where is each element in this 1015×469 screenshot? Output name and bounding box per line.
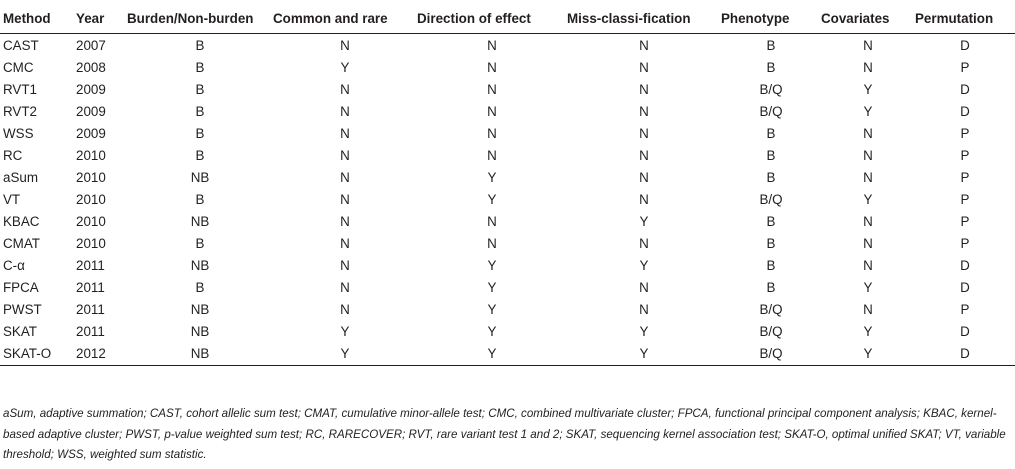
cell-burden: B bbox=[195, 37, 205, 53]
cell-misclassification: N bbox=[639, 81, 649, 97]
cell-method: PWST bbox=[3, 301, 42, 317]
table-row bbox=[0, 232, 1015, 254]
cell-year: 2011 bbox=[76, 301, 105, 317]
cell-direction: Y bbox=[487, 346, 497, 361]
cell-covariates: N bbox=[863, 257, 873, 273]
cell-burden: B bbox=[195, 103, 205, 119]
table-row bbox=[0, 276, 1015, 298]
cell-year: 2009 bbox=[76, 81, 106, 97]
cell-phenotype: B bbox=[766, 279, 776, 295]
cell-burden: B bbox=[195, 147, 205, 163]
cell-covariates: N bbox=[863, 169, 873, 185]
cell-permutation: P bbox=[960, 169, 970, 185]
cell-permutation: P bbox=[960, 125, 970, 141]
cell-phenotype: B/Q bbox=[759, 191, 783, 207]
cell-burden: B bbox=[195, 125, 205, 141]
cell-phenotype: B/Q bbox=[759, 323, 783, 339]
cell-direction: Y bbox=[487, 257, 497, 273]
table-row bbox=[0, 122, 1015, 144]
header-phenotype: Phenotype bbox=[721, 10, 790, 26]
cell-phenotype: B/Q bbox=[759, 346, 783, 361]
cell-phenotype: B/Q bbox=[759, 103, 783, 119]
cell-permutation: P bbox=[960, 147, 970, 163]
cell-misclassification: Y bbox=[639, 346, 649, 361]
cell-direction: N bbox=[487, 235, 497, 251]
header-common-rare: Common and rare bbox=[273, 10, 388, 26]
cell-method: WSS bbox=[3, 125, 34, 141]
cell-phenotype: B bbox=[766, 59, 776, 75]
cell-covariates: N bbox=[863, 37, 873, 53]
cell-common-rare: N bbox=[340, 81, 350, 97]
cell-covariates: Y bbox=[863, 103, 873, 119]
cell-covariates: N bbox=[863, 125, 873, 141]
cell-permutation: D bbox=[960, 279, 970, 295]
cell-misclassification: Y bbox=[639, 323, 649, 339]
cell-direction: N bbox=[487, 37, 497, 53]
cell-permutation: D bbox=[960, 346, 970, 361]
cell-year: 2010 bbox=[76, 147, 106, 163]
cell-covariates: N bbox=[863, 235, 873, 251]
header-year: Year bbox=[76, 10, 105, 26]
table-row bbox=[0, 254, 1015, 276]
cell-direction: Y bbox=[487, 279, 497, 295]
table-row bbox=[0, 342, 1015, 366]
cell-misclassification: Y bbox=[639, 213, 649, 229]
cell-phenotype: B bbox=[766, 169, 776, 185]
table-row bbox=[0, 166, 1015, 188]
table-row bbox=[0, 320, 1015, 342]
table-row bbox=[0, 100, 1015, 122]
cell-method: FPCA bbox=[3, 279, 39, 295]
cell-common-rare: N bbox=[340, 169, 350, 185]
header-row bbox=[0, 3, 1015, 34]
cell-burden: NB bbox=[190, 169, 210, 185]
cell-method: CMC bbox=[3, 59, 34, 75]
table-row bbox=[0, 144, 1015, 166]
cell-phenotype: B bbox=[766, 125, 776, 141]
cell-burden: B bbox=[195, 235, 205, 251]
cell-phenotype: B/Q bbox=[759, 81, 783, 97]
cell-phenotype: B bbox=[766, 37, 776, 53]
cell-common-rare: N bbox=[340, 147, 350, 163]
cell-common-rare: Y bbox=[340, 59, 350, 75]
cell-common-rare: N bbox=[340, 213, 350, 229]
cell-burden: NB bbox=[190, 301, 210, 317]
cell-misclassification: Y bbox=[639, 257, 649, 273]
cell-direction: N bbox=[487, 213, 497, 229]
table-row bbox=[0, 188, 1015, 210]
cell-direction: Y bbox=[487, 191, 497, 207]
table-row bbox=[0, 298, 1015, 320]
cell-common-rare: N bbox=[340, 279, 350, 295]
cell-covariates: N bbox=[863, 59, 873, 75]
cell-method: RC bbox=[3, 147, 23, 163]
cell-common-rare: N bbox=[340, 37, 350, 53]
table-row bbox=[0, 210, 1015, 232]
cell-permutation: D bbox=[960, 257, 970, 273]
cell-permutation: D bbox=[960, 323, 970, 339]
cell-common-rare: N bbox=[340, 125, 350, 141]
cell-year: 2007 bbox=[76, 37, 106, 53]
header-covariates: Covariates bbox=[821, 10, 890, 26]
cell-method: RVT2 bbox=[3, 103, 37, 119]
cell-year: 2010 bbox=[76, 191, 106, 207]
header-burden: Burden/Non-burden bbox=[127, 10, 254, 26]
cell-permutation: D bbox=[960, 103, 970, 119]
cell-permutation: P bbox=[960, 213, 970, 229]
header-direction: Direction of effect bbox=[417, 10, 531, 26]
methods-table bbox=[0, 3, 1015, 366]
cell-method: RVT1 bbox=[3, 81, 37, 97]
cell-misclassification: N bbox=[639, 147, 649, 163]
cell-phenotype: B bbox=[766, 213, 776, 229]
cell-covariates: N bbox=[863, 301, 873, 317]
cell-direction: N bbox=[487, 59, 497, 75]
cell-year: 2011 bbox=[76, 323, 105, 339]
cell-method: CMAT bbox=[3, 235, 40, 251]
cell-direction: Y bbox=[487, 169, 497, 185]
cell-phenotype: B bbox=[766, 147, 776, 163]
cell-phenotype: B/Q bbox=[759, 301, 783, 317]
cell-permutation: P bbox=[960, 301, 970, 317]
cell-method: C-α bbox=[3, 257, 25, 273]
cell-covariates: N bbox=[863, 213, 873, 229]
cell-direction: N bbox=[487, 103, 497, 119]
table-body bbox=[0, 34, 1015, 366]
cell-permutation: D bbox=[960, 81, 970, 97]
cell-misclassification: N bbox=[639, 279, 649, 295]
cell-covariates: Y bbox=[863, 323, 873, 339]
cell-covariates: Y bbox=[863, 81, 873, 97]
cell-phenotype: B bbox=[766, 257, 776, 273]
table-row bbox=[0, 78, 1015, 100]
cell-year: 2008 bbox=[76, 59, 106, 75]
cell-permutation: D bbox=[960, 37, 970, 53]
table-row bbox=[0, 56, 1015, 78]
cell-permutation: P bbox=[960, 235, 970, 251]
cell-burden: NB bbox=[190, 213, 210, 229]
cell-covariates: Y bbox=[863, 191, 873, 207]
header-misclassification: Miss-classi-fication bbox=[567, 10, 691, 26]
cell-year: 2010 bbox=[76, 213, 106, 229]
cell-common-rare: Y bbox=[340, 346, 350, 361]
cell-covariates: N bbox=[863, 147, 873, 163]
cell-misclassification: N bbox=[639, 235, 649, 251]
cell-method: aSum bbox=[3, 169, 38, 185]
cell-covariates: Y bbox=[863, 279, 873, 295]
cell-burden: B bbox=[195, 81, 205, 97]
cell-direction: N bbox=[487, 125, 497, 141]
cell-covariates: Y bbox=[863, 346, 873, 361]
cell-common-rare: N bbox=[340, 103, 350, 119]
cell-year: 2010 bbox=[76, 169, 106, 185]
cell-method: SKAT bbox=[3, 323, 37, 339]
cell-common-rare: N bbox=[340, 257, 350, 273]
cell-year: 2011 bbox=[76, 279, 105, 295]
cell-year: 2011 bbox=[76, 257, 105, 273]
cell-year: 2009 bbox=[76, 103, 106, 119]
header-method: Method bbox=[3, 10, 51, 26]
table-footnote: aSum, adaptive summation; CAST, cohort allelic sum test; CMAT, cumulative minor-allele test; CMC, combined multivariate cluster; FPCA, functional principal component analysis; KBAC, kernel-based adaptive cluster; PWST, p-value weighted sum test; RC, RARECOVER; RVT, rare variant test 1 and 2; SKAT, sequencing kernel association test; SKAT-O, optimal unified SKAT; VT, variable threshold; WSS, weighted sum statistic. bbox=[3, 407, 1006, 461]
cell-year: 2009 bbox=[76, 125, 106, 141]
cell-direction: N bbox=[487, 81, 497, 97]
cell-misclassification: N bbox=[639, 59, 649, 75]
header-permutation: Permutation bbox=[915, 10, 994, 26]
cell-common-rare: N bbox=[340, 301, 350, 317]
table-row bbox=[0, 34, 1015, 57]
cell-method: CAST bbox=[3, 37, 39, 53]
cell-misclassification: N bbox=[639, 191, 649, 207]
cell-method: SKAT-O bbox=[3, 346, 52, 361]
cell-year: 2010 bbox=[76, 235, 106, 251]
cell-permutation: P bbox=[960, 191, 970, 207]
cell-misclassification: N bbox=[639, 103, 649, 119]
cell-direction: Y bbox=[487, 323, 497, 339]
cell-burden: NB bbox=[190, 257, 210, 273]
cell-burden: B bbox=[195, 59, 205, 75]
cell-year: 2012 bbox=[76, 346, 106, 361]
cell-burden: NB bbox=[190, 323, 210, 339]
cell-burden: B bbox=[195, 279, 205, 295]
cell-permutation: P bbox=[960, 59, 970, 75]
cell-direction: Y bbox=[487, 301, 497, 317]
cell-common-rare: Y bbox=[340, 323, 350, 339]
cell-burden: B bbox=[195, 191, 205, 207]
cell-direction: N bbox=[487, 147, 497, 163]
cell-common-rare: N bbox=[340, 191, 350, 207]
cell-method: KBAC bbox=[3, 213, 40, 229]
cell-burden: NB bbox=[190, 346, 210, 361]
cell-misclassification: N bbox=[639, 301, 649, 317]
cell-method: VT bbox=[3, 191, 21, 207]
cell-phenotype: B bbox=[766, 235, 776, 251]
cell-common-rare: N bbox=[340, 235, 350, 251]
cell-misclassification: N bbox=[639, 125, 649, 141]
cell-misclassification: N bbox=[639, 37, 649, 53]
cell-misclassification: N bbox=[639, 169, 649, 185]
